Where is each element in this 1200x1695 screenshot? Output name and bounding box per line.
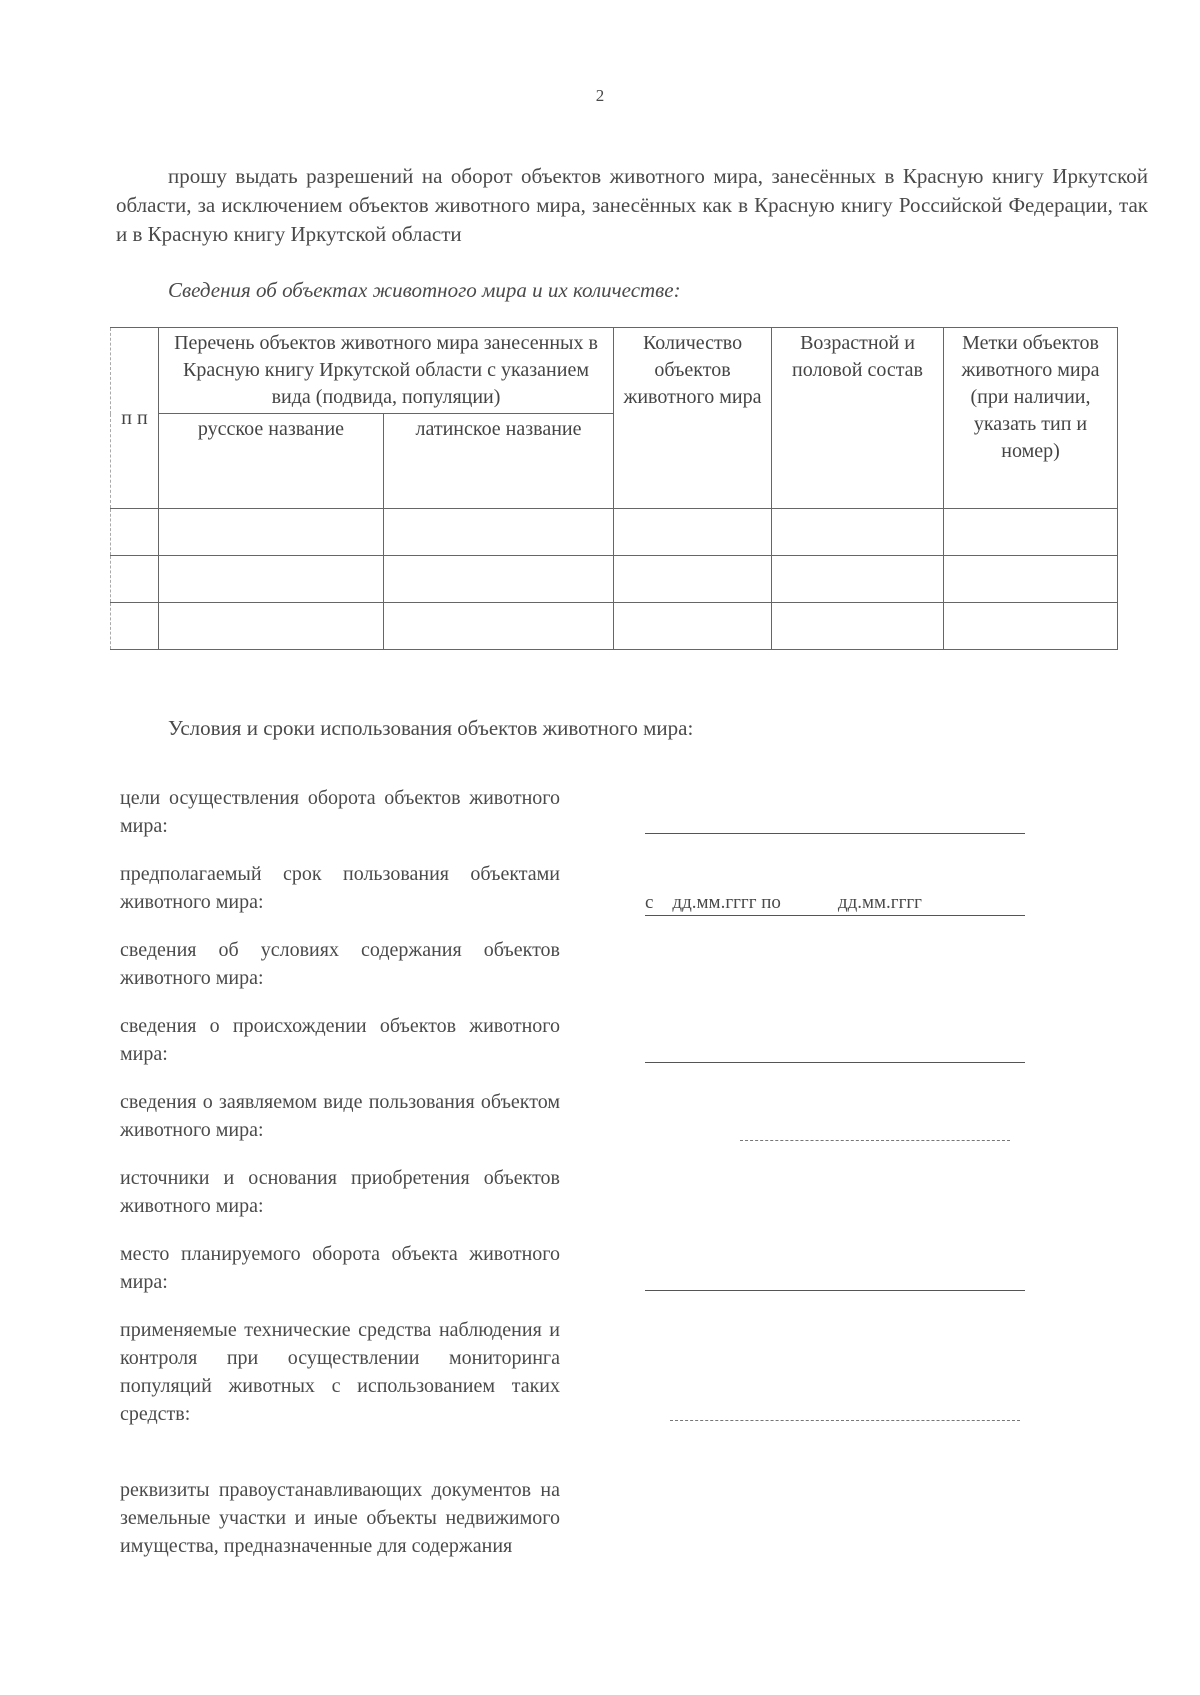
header-age-sex: Возрастной и половой состав: [772, 328, 944, 509]
page-number: 2: [595, 86, 605, 105]
header-latin-name: латинское название: [384, 414, 614, 509]
condition-label: цели осуществления оборота объектов животного мира:: [120, 787, 560, 837]
table-row: [111, 556, 1118, 603]
condition-keeping: [120, 936, 560, 992]
table-cell[interactable]: [159, 603, 384, 650]
intro-paragraph: прошу выдать разрешений на оборот объектов животного мира, занесённых в Красную книгу Иркутской области, за исключением объектов животного мира, занесённых как в Красную книгу Российской Федерации, так и в Красную книгу Иркутской области: [116, 164, 1148, 246]
header-russian-name: русское название: [159, 414, 384, 509]
condition-label: сведения о заявляемом виде пользования объектом животного мира:: [120, 1091, 560, 1141]
condition-label: предполагаемый срок пользования объектами животного мира:: [120, 863, 560, 913]
origin-answer-line[interactable]: [645, 1062, 1025, 1063]
table-cell[interactable]: [944, 556, 1118, 603]
table-cell[interactable]: [384, 509, 614, 556]
purpose-answer-line[interactable]: [645, 833, 1025, 834]
table-cell[interactable]: [772, 556, 944, 603]
header-tags: Метки объектов животного мира (при наличии, указать тип и номер): [944, 328, 1118, 509]
condition-monitoring: [120, 1316, 560, 1428]
table-cell[interactable]: [772, 509, 944, 556]
condition-place: [120, 1240, 560, 1296]
condition-label: сведения о происхождении объектов животного мира:: [120, 1015, 560, 1065]
monitoring-answer-line[interactable]: [670, 1420, 1020, 1421]
animals-table: [110, 327, 1118, 650]
conditions-caption: Условия и сроки использования объектов животного мира:: [168, 716, 694, 740]
table-row: [111, 509, 1118, 556]
header-quantity: Количество объектов животного мира: [614, 328, 772, 509]
table-cell[interactable]: [944, 603, 1118, 650]
header-number: п п: [111, 328, 159, 509]
table-cell[interactable]: [159, 509, 384, 556]
condition-use-type: [120, 1088, 560, 1144]
term-date-range[interactable]: с дд.мм.гггг по дд.мм.гггг: [645, 891, 1025, 916]
table-cell[interactable]: [111, 556, 159, 603]
condition-term: [120, 860, 560, 916]
condition-property-docs: [120, 1476, 560, 1560]
table-cell[interactable]: [772, 603, 944, 650]
condition-purpose: [120, 784, 560, 840]
condition-origin: [120, 1012, 560, 1068]
place-answer-line[interactable]: [645, 1290, 1025, 1291]
table-cell[interactable]: [159, 556, 384, 603]
table-cell[interactable]: [614, 509, 772, 556]
condition-label: источники и основания приобретения объектов животного мира:: [120, 1167, 560, 1217]
condition-label: реквизиты правоустанавливающих документов на земельные участки и иные объекты недвижимого имущества, предназначенные для содержания: [120, 1479, 560, 1557]
table-cell[interactable]: [384, 556, 614, 603]
table-cell[interactable]: [944, 509, 1118, 556]
condition-label: сведения об условиях содержания объектов животного мира:: [120, 939, 560, 989]
condition-sources: [120, 1164, 560, 1220]
condition-label: место планируемого оборота объекта животного мира:: [120, 1243, 560, 1293]
animals-info-caption: Сведения об объектах животного мира и их количестве:: [168, 278, 681, 302]
table-cell[interactable]: [384, 603, 614, 650]
use-type-answer-line[interactable]: [740, 1140, 1010, 1141]
table-cell[interactable]: [614, 603, 772, 650]
condition-label: применяемые технические средства наблюдения и контроля при осуществлении мониторинга популяций животных с использованием таких средств:: [120, 1319, 560, 1425]
table-cell[interactable]: [614, 556, 772, 603]
header-species-list: Перечень объектов животного мира занесенных в Красную книгу Иркутской области с указанием вида (подвида, популяции): [159, 328, 614, 414]
table-cell[interactable]: [111, 509, 159, 556]
table-cell[interactable]: [111, 603, 159, 650]
table-header-row: [111, 328, 1118, 414]
table-row: [111, 603, 1118, 650]
